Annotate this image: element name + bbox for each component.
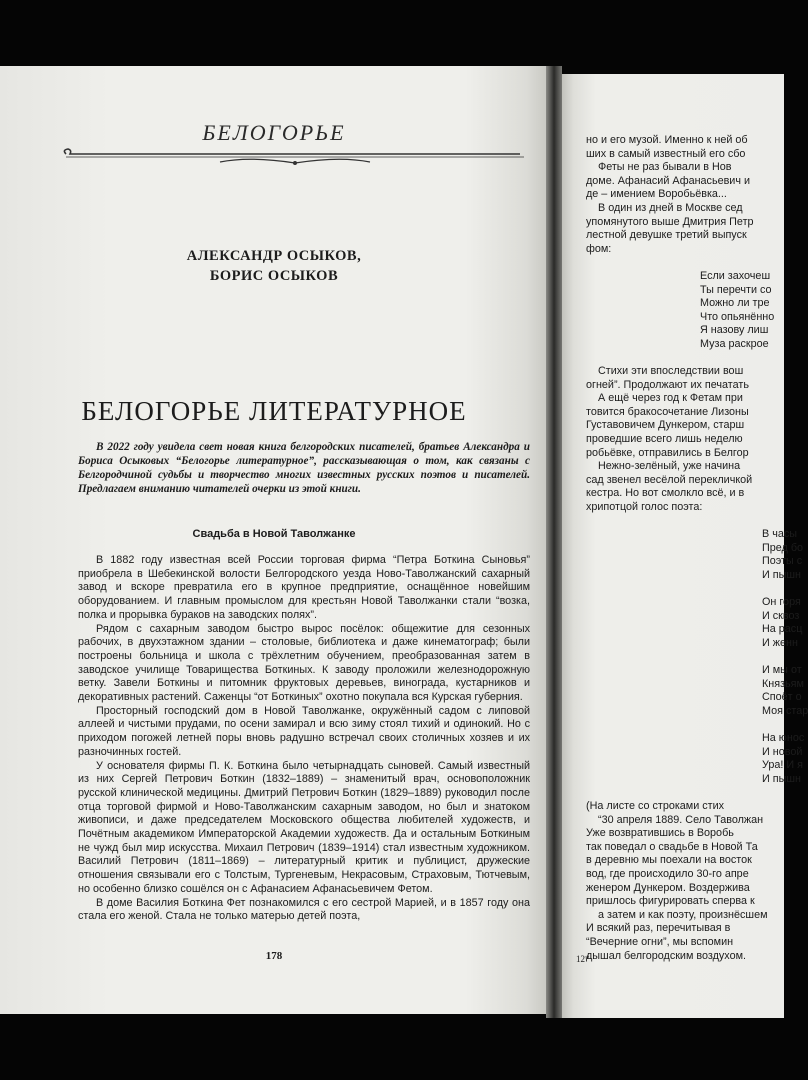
right-page-line: вод, где происходило 30-го апре	[586, 868, 749, 881]
paragraph: У основателя фирмы П. К. Боткина было четырнадцать сыновей. Самый известный из них Сергей Петрович Боткин (1832–1889) – знаменитый врач, основоположник русской клинической медицины. Дмитрий Петрович Боткин (1829–1889) руководил после отца торговой фирмой и Ново-Таволжанским сахарным заводом, но был и знатоком живописи, и даже председателем Московского общества любителей художеств, и Почётным академиком Императорской Академии художеств. Да и остальным Боткиным не чужд был мир искусства. Михаил Петрович (1839–1914) стал известным художником. Василий Петрович (1811–1869) – литературный критик и публицист, дружеские отношения связывали его с Толстым, Тургеневым, Некрасовым, Страховым, Тютчевым, но особенно близко сошёлся он с Афанасием Афанасьевичем Фетом.	[78, 759, 530, 895]
article-title: БЕЛОГОРЬЕ ЛИТЕРАТУРНОЕ	[81, 396, 467, 426]
right-page-line: Князьям	[762, 677, 804, 690]
book-gutter	[546, 66, 562, 1018]
right-page-line	[586, 515, 786, 529]
right-page-line: Ура! И я	[762, 759, 803, 772]
right-page-line: Если захочеш	[700, 269, 771, 282]
paragraph: В 1882 году известная всей России торговая фирма “Петра Боткина Сыновья” приобрела в Шебекинской волости Белгородского уезда Ново-Таволжанский сахарный завод и вскоре превратила его в крупное предприятие, оснащённое новейшим оборудованием. И главным промыслом для крестьян Новой Таволжанки стали “возка, полка и прорывка бураков на заводских полях”.	[78, 554, 530, 621]
right-page-line: лестной девушке третий выпуск	[586, 229, 747, 242]
right-page-line: сад звенел весёлой перекличкой	[586, 473, 753, 486]
right-page-line	[586, 719, 786, 733]
paragraph: Просторный господский дом в Новой Таволжанке, окружённый садом с липовой аллеей и чистыми прудами, по осени замирал и всю зиму стоял тихий и одинокий. Но с приходом погожей летней поры вновь радушно встречал своих столичных хозяев и их разночинных гостей.	[78, 704, 530, 758]
right-page-line: Я назову лиш	[700, 324, 769, 337]
right-page-line	[586, 352, 786, 366]
right-page-line: Поэты с	[762, 555, 803, 568]
right-page-line: И всякий раз, перечитывая в	[586, 922, 731, 935]
right-page-line: де – имением Воробьёвка...	[586, 188, 727, 201]
right-page-line: И пышн	[762, 569, 801, 581]
chapter-subheading: Свадьба в Новой Таволжанке	[192, 528, 356, 540]
right-page-folio: 12*	[576, 954, 590, 964]
right-page-line: но и его музой. Именно к ней об	[586, 134, 748, 146]
article-intro: В 2022 году увидела свет новая книга белгородских писателей, братьев Александра и Бориса Осыковых “Белогорье литературное”, рассказывающая о том, как связаны с Белгородчиной судьбы и творчество многих известных русских поэтов и писателей. Предлагаем вниманию читателей очерки из этой книги.	[78, 441, 530, 495]
right-page-line: проведшие всего лишь неделю	[586, 433, 743, 446]
right-page-line: Можно ли тре	[700, 297, 770, 310]
right-page-line	[586, 787, 786, 801]
right-page-line: И женн	[762, 636, 798, 649]
paragraph: Рядом с сахарным заводом быстро вырос посёлок: общежитие для сезонных рабочих, в двухэтажном здании – столовые, библиотека и даже кинематограф; были построены больница и школа с трёхлетним обучением, преобразованная затем в заводское училище Товарищества Боткиных. К заводу проложили железнодорожную ветку. Завели Боткины и питомник фруктовых деревьев, винограда, кустарников и декоративных растений. Саженцы “от Боткиных” охотно покупала вся Курская губерния.	[78, 622, 530, 704]
right-page-line: А ещё через год к Фетам при	[598, 392, 743, 405]
right-page-line: доме. Афанасий Афанасьевич и	[586, 174, 750, 187]
right-page-line: кестра. Но вот смолкло всё, и в	[586, 487, 745, 500]
right-page-line: В часы	[762, 528, 797, 541]
right-page-line: И мы от	[762, 664, 802, 677]
paragraph: В доме Василия Боткина Фет познакомился с его сестрой Марией, и в 1857 году она стала его женой. Стала не только матерью детей поэта,	[78, 896, 530, 923]
right-page-line: На юнос	[762, 732, 805, 745]
right-page-line	[586, 256, 786, 270]
right-page-line: товится бракосочетание Лизоны	[586, 405, 749, 418]
right-page-line: Он горя	[762, 596, 801, 609]
authors	[0, 246, 548, 286]
right-page-line: Уже возвратившись в Воробь	[586, 827, 734, 840]
right-page-line: Феты не раз бывали в Нов	[598, 161, 732, 174]
right-page-text	[586, 134, 808, 963]
right-page-line: робьёвке, отправились в Белгор	[586, 446, 749, 459]
right-page-line: в деревню мы поехали на восток	[586, 854, 752, 867]
right-page-line: так поведал о свадьбе в Новой Та	[586, 840, 758, 853]
right-page-line: Споёт о	[762, 691, 802, 704]
right-page-line: упомянутого выше Дмитрия Петр	[586, 215, 754, 228]
right-page-line: Нежно-зелёный, уже начина	[598, 460, 741, 473]
right-page-line: И пышн	[762, 772, 801, 785]
section-title: БЕЛОГОРЬЕ	[202, 120, 346, 145]
right-page-line: Муза раскрое	[700, 337, 769, 350]
right-page-line: хрипотцой голос поэта:	[586, 501, 703, 514]
right-page-line: Пред бо	[762, 541, 804, 554]
right-page-line	[586, 583, 786, 597]
right-page-line: (На листе со строками стих	[586, 800, 725, 813]
right-page-line: “30 апреля 1889. Село Таволжан	[598, 813, 764, 826]
right-page-line: Густавовичем Дункером, старш	[586, 419, 745, 432]
right-page-line: В один из дней в Москве сед	[598, 201, 743, 214]
author-1: АЛЕКСАНДР ОСЫКОВ,	[186, 248, 362, 264]
right-page-line: дышал белгородским воздухом.	[586, 949, 747, 962]
author-2: БОРИС ОСЫКОВ	[209, 268, 339, 284]
right-page-line	[586, 651, 786, 665]
page-number: 178	[265, 950, 283, 962]
right-page-line: “Вечерние огни”, мы вспомин	[586, 936, 734, 949]
right-page-line: На расц	[762, 623, 803, 636]
right-page-line: Стихи эти впоследствии вош	[598, 365, 744, 378]
left-page-content	[0, 66, 548, 1014]
right-page-line: фом:	[586, 242, 612, 255]
right-page-line: а затем и как поэту, произнёсшем	[598, 908, 768, 921]
right-page-line: ших в самый известный его сбо	[586, 147, 746, 160]
right-page-line: огней”. Продолжают их печатать	[586, 378, 749, 391]
right-page-line: Моя стар	[762, 704, 808, 717]
right-page-line: Ты перечти со	[700, 283, 772, 296]
ornament-rule-icon	[60, 146, 530, 168]
right-page-line: Что опьянённо	[700, 310, 775, 323]
article-body	[78, 554, 530, 924]
right-page-line: И новой	[762, 745, 803, 758]
right-page-line: женером Дункером. Воздержива	[586, 881, 750, 894]
right-page-line: И сквоз	[762, 609, 800, 622]
right-page-line: пришлось фигурировать сперва к	[586, 895, 755, 908]
